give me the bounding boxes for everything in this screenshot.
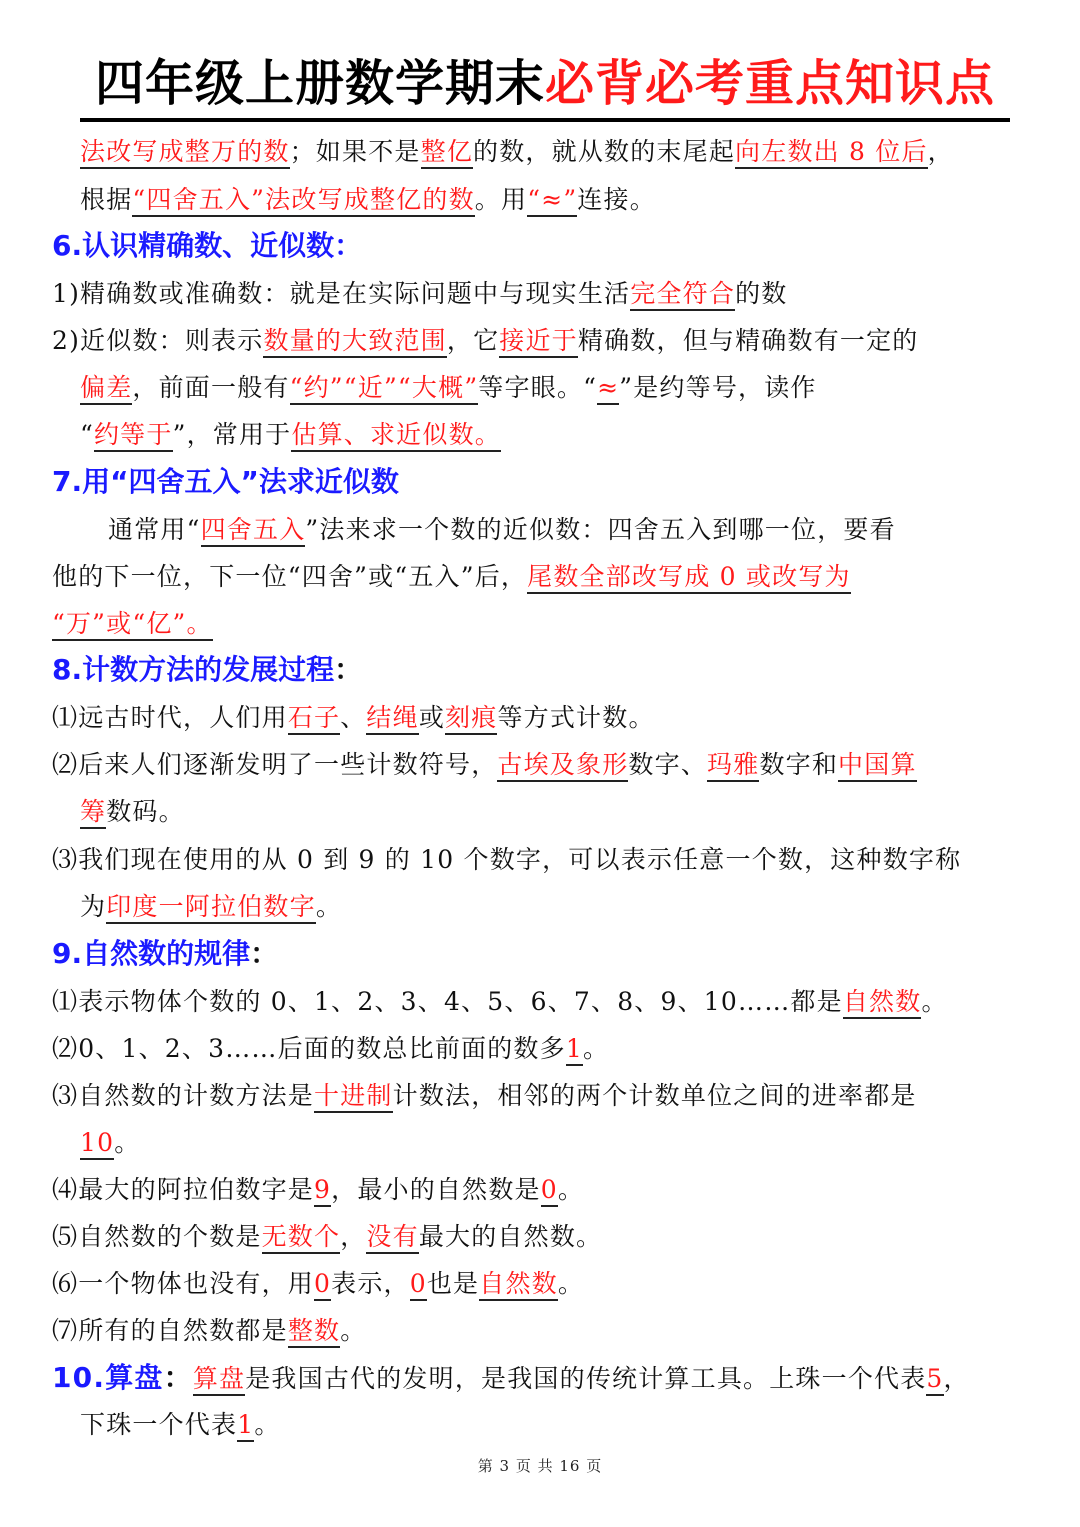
sec9-p1: [52, 982, 948, 1022]
blank-answer: 算盘: [193, 1364, 245, 1396]
text: 。: [315, 892, 343, 921]
text: ⑸自然数的个数是: [52, 1222, 262, 1251]
blank-answer: 接近于: [499, 326, 578, 358]
blank-answer: 10: [80, 1128, 114, 1160]
blank-answer: 向左数出 8 位后: [735, 137, 928, 169]
text: 等字眼。“: [478, 373, 598, 402]
blank-answer: 刻痕: [445, 703, 497, 735]
section-9-heading: [52, 934, 278, 974]
blank-answer: 没有: [366, 1222, 418, 1254]
sec9-p3-line2: [80, 1123, 140, 1163]
text: 。: [254, 1410, 281, 1439]
text: 计数法，相邻的两个计数单位之间的进率都是: [392, 1081, 917, 1110]
text: “: [80, 420, 94, 449]
sec8-p3-line2: [80, 887, 342, 927]
text: ⑶我们现在使用的从 0 到 9 的 10 个数字，可以表示任意一个数，这种数字称: [52, 845, 962, 874]
blank-answer: 尾数全部改写成 0 或改写为: [527, 562, 851, 594]
blank-answer: 无数个: [262, 1222, 341, 1254]
sec10-line1: [52, 1358, 970, 1399]
blank-answer: 约等于: [94, 420, 173, 452]
text: 数码。: [106, 797, 185, 826]
sec7-line3: [52, 604, 213, 644]
text: ，: [340, 1222, 367, 1251]
blank-answer: 整数: [288, 1316, 340, 1348]
text: ⑴远古时代，人们用: [52, 703, 288, 732]
text: 也是: [426, 1269, 480, 1298]
text: ，最小的自然数是: [331, 1175, 541, 1204]
text: ⑶自然数的计数方法是: [52, 1081, 315, 1110]
heading-colon: ：: [250, 937, 279, 970]
text: 。: [114, 1128, 141, 1157]
sec6-p2: [52, 321, 919, 361]
sec8-p1: [52, 698, 655, 738]
heading-colon: ：: [163, 1361, 193, 1394]
text: ⑷最大的阿拉伯数字是: [52, 1175, 315, 1204]
text: 。: [340, 1316, 367, 1345]
text: ，前面一般有: [132, 373, 290, 402]
text: ”，常用于: [172, 420, 292, 449]
blank-answer: 完全符合: [630, 279, 735, 311]
sec6-p1: [52, 274, 787, 314]
sec9-p7: [52, 1311, 366, 1351]
blank-answer: “四舍五入”法改写成整亿的数: [132, 185, 474, 217]
text: 数字、: [628, 750, 708, 779]
blank-answer: “万”或“亿”。: [52, 609, 213, 641]
text: 、: [340, 703, 367, 732]
blank-answer: 整亿: [421, 137, 473, 169]
blank-answer: 0: [314, 1269, 331, 1301]
text: 2)近似数：则表示: [52, 326, 264, 355]
text: 。用: [474, 185, 528, 214]
text: 精确数，但与精确数有一定的: [577, 326, 919, 355]
blank-answer: 自然数: [843, 987, 922, 1019]
blank-answer: 估算、求近似数。: [291, 420, 501, 452]
text: 的数，就从数的末尾起: [473, 137, 736, 166]
blank-answer: 9: [314, 1175, 331, 1207]
text: 等方式计数。: [497, 703, 655, 732]
sec6-p2-line2: [80, 368, 817, 408]
text: ，它: [446, 326, 500, 355]
text: ，: [943, 1364, 970, 1393]
text: 的数: [735, 279, 788, 308]
blank-answer: 结绳: [366, 703, 418, 735]
sec9-p3: [52, 1076, 917, 1116]
text: 。: [582, 1034, 610, 1063]
sec8-p2: [52, 745, 917, 785]
sec5-line2: [80, 180, 656, 220]
page-title: [80, 50, 1010, 122]
text: ⑺所有的自然数都是: [52, 1316, 288, 1345]
blank-answer: 数量的大致范围: [263, 326, 446, 358]
sec7-line2: [52, 557, 851, 597]
text: ”是约等号，读作: [619, 373, 817, 402]
text: 最大的自然数。: [418, 1222, 603, 1251]
heading-colon: ：: [334, 653, 363, 686]
text: 。: [557, 1269, 585, 1298]
text: ”法来求一个数的近似数：四舍五入到哪一位，要看: [305, 515, 896, 544]
heading-text: 9.自然数的规律: [52, 937, 251, 970]
blank-answer: 偏差: [80, 373, 132, 405]
blank-answer: 0: [541, 1175, 558, 1207]
sec9-p6: [52, 1264, 584, 1304]
text: 是我国古代的发明，是我国的传统计算工具。上珠一个代表: [245, 1364, 927, 1393]
text: ⑵后来人们逐渐发明了一些计数符号，: [52, 750, 498, 779]
title-red-part: 必背必考重点知识点: [545, 55, 996, 112]
text: 表示，: [331, 1269, 410, 1298]
blank-answer: 1: [566, 1034, 583, 1066]
sec8-p2-line2: [80, 792, 185, 832]
blank-answer: 古埃及象形: [497, 750, 628, 782]
text: 连接。: [577, 185, 656, 214]
text: 为: [80, 892, 107, 921]
blank-answer: 玛雅: [707, 750, 759, 782]
text: ，: [927, 137, 954, 166]
text: 。: [557, 1175, 585, 1204]
text: ⑹一个物体也没有，用: [52, 1269, 315, 1298]
sec6-p2-line3: [80, 415, 501, 455]
text: 或: [418, 703, 446, 732]
blank-answer: 石子: [288, 703, 340, 735]
blank-answer: 法改写成整万的数: [80, 137, 290, 169]
text: 。: [921, 987, 948, 1016]
section-7-heading: 7.用“四舍五入”法求近似数: [52, 465, 399, 498]
heading-text: 8.计数方法的发展过程: [52, 653, 335, 686]
text: 通常用“: [108, 515, 201, 544]
blank-answer: 0: [410, 1269, 427, 1301]
blank-answer: 十进制: [314, 1081, 393, 1113]
blank-answer: ≈: [597, 373, 619, 405]
sec10-line2: [80, 1405, 281, 1445]
blank-answer: 四舍五入: [201, 515, 306, 547]
blank-answer: “≈”: [527, 185, 577, 217]
blank-answer: 印度一阿拉伯数字: [106, 892, 316, 924]
text: ⑴表示物体个数的 0、1、2、3、4、5、6、7、8、9、10……都是: [52, 987, 843, 1016]
blank-answer: 1: [237, 1410, 254, 1442]
text: 下珠一个代表: [80, 1410, 238, 1439]
blank-answer: 筹: [80, 797, 106, 829]
blank-answer: 自然数: [479, 1269, 558, 1301]
sec9-p5: [52, 1217, 602, 1257]
blank-answer: “约”“近”“大概”: [290, 373, 479, 405]
text: 数字和: [759, 750, 839, 779]
text: 他的下一位，下一位“四舍”或“五入”后，: [52, 562, 528, 591]
title-black-part: 四年级上册数学期末: [94, 55, 545, 112]
sec5-line1: [80, 132, 954, 172]
blank-answer: 5: [926, 1364, 943, 1396]
section-10-heading: 10.算盘: [52, 1361, 164, 1394]
sec9-p2: [52, 1029, 609, 1069]
page-footer: 第 3 页 共 16 页: [477, 1457, 603, 1475]
sec8-p3: [52, 840, 961, 880]
text: 1)精确数或准确数：就是在实际问题中与现实生活: [52, 279, 631, 308]
sec9-p4: [52, 1170, 584, 1210]
text: 根据: [80, 185, 133, 214]
text: ⑵0、1、2、3……后面的数总比前面的数多: [52, 1034, 566, 1063]
section-6-heading: 6.认识精确数、近似数：: [52, 229, 363, 262]
text: ；如果不是: [289, 137, 421, 166]
sec7-line1: [108, 510, 896, 550]
blank-answer: 中国算: [838, 750, 917, 782]
section-8-heading: [52, 650, 362, 690]
